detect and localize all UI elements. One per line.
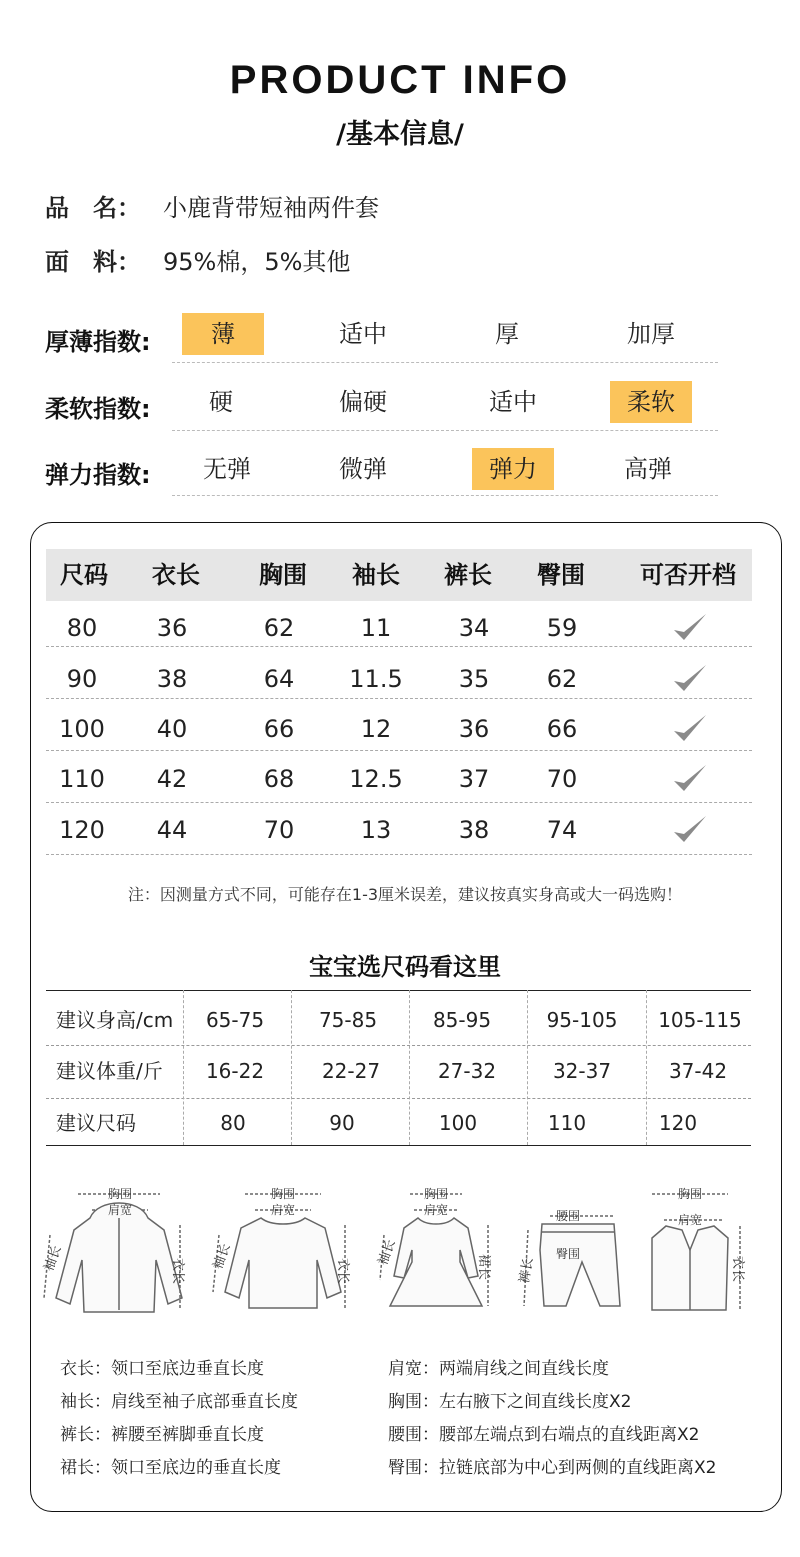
vest-diagram: [638, 1180, 758, 1320]
table-cell: 64: [263, 665, 295, 693]
elasticity-option-elastic: 弹力: [472, 448, 554, 490]
label-shoulder: 肩宽: [423, 1203, 449, 1217]
label-sleeve: 袖长: [41, 1243, 65, 1274]
table-cell: 66: [263, 715, 295, 743]
info-row-name: [45, 188, 379, 223]
table-cell: 38: [458, 816, 490, 844]
check-icon: [670, 761, 710, 797]
table-cell: 36: [156, 614, 188, 642]
table-cell: 12.5: [349, 765, 403, 793]
thickness-option-thin: 薄: [182, 313, 264, 355]
definition-length: 衣长：领口至底边垂直长度: [60, 1359, 264, 1379]
label-chest: 胸围: [677, 1187, 703, 1201]
row-divider: [46, 802, 752, 803]
table-cell: 32-37: [552, 1059, 612, 1083]
info-row-fabric: [45, 242, 350, 277]
size-label: 建议尺码: [56, 1111, 136, 1135]
table-cell: 37-42: [668, 1059, 728, 1083]
table-cell: 34: [458, 614, 490, 642]
table-cell: 68: [263, 765, 295, 793]
table-cell: 74: [546, 816, 578, 844]
table-cell: 13: [360, 816, 392, 844]
table-cell: 27-32: [437, 1059, 497, 1083]
check-icon: [670, 711, 710, 747]
info-value: 95%棉，5%其他: [163, 248, 351, 276]
definition-hip: 臀围：拉链底部为中心到两侧的直线距离X2: [388, 1458, 717, 1478]
info-key: 面 料：: [45, 248, 141, 276]
table-cell: 85-95: [432, 1008, 492, 1032]
thickness-index-label: 厚薄指数:: [45, 328, 151, 356]
table-cell: 22-27: [321, 1059, 381, 1083]
table-cell: 11.5: [349, 665, 403, 693]
label-waist: 腰围: [555, 1209, 581, 1223]
table-cell: 75-85: [318, 1008, 378, 1032]
elasticity-option-high: 高弹: [624, 455, 672, 483]
check-icon: [670, 812, 710, 848]
height-label: 建议身高/cm: [56, 1008, 174, 1032]
dress-diagram: [370, 1180, 500, 1320]
check-icon: [670, 661, 710, 697]
col-header-open-crotch: 可否开档: [640, 561, 736, 589]
page-title: PRODUCT INFO: [229, 58, 571, 102]
table-cell: 90: [329, 1111, 355, 1135]
col-header-pants: 裤长: [444, 561, 492, 589]
row-divider: [46, 750, 752, 751]
elasticity-option-none: 无弹: [203, 455, 251, 483]
check-icon: [670, 610, 710, 646]
table-cell: 11: [360, 614, 392, 642]
table-cell: 37: [458, 765, 490, 793]
table-cell: 35: [458, 665, 490, 693]
definition-sleeve: 袖长：肩线至袖子底部垂直长度: [60, 1392, 298, 1412]
label-shoulder: 肩宽: [270, 1203, 296, 1217]
definition-skirt: 裙长：领口至底边的垂直长度: [60, 1458, 281, 1478]
row-divider: [46, 698, 752, 699]
divider: [172, 430, 718, 431]
info-value: 小鹿背带短袖两件套: [163, 194, 379, 222]
label-chest: 胸围: [107, 1187, 133, 1201]
table-cell: 66: [546, 715, 578, 743]
table-cell: 62: [263, 614, 295, 642]
table-cell: 100: [438, 1111, 478, 1135]
thickness-option-thick: 厚: [495, 320, 519, 348]
label-shoulder: 肩宽: [677, 1213, 703, 1227]
table-cell: 38: [156, 665, 188, 693]
label-sleeve: 袖长: [210, 1241, 234, 1272]
thickness-option-medium: 适中: [339, 320, 387, 348]
divider: [172, 362, 718, 363]
softness-option-hard: 硬: [209, 388, 233, 416]
measurement-note: 注：因测量方式不同，可能存在1-3厘米误差，建议按真实身高或大一码选购！: [127, 885, 683, 904]
softness-option-slightly-hard: 偏硬: [339, 388, 387, 416]
col-header-size: 尺码: [60, 561, 108, 589]
label-skirt-length: 裙长: [476, 1254, 491, 1281]
table-cell: 120: [658, 1111, 698, 1135]
table-cell: 12: [360, 715, 392, 743]
table-cell: 70: [546, 765, 578, 793]
col-header-hip: 臀围: [537, 561, 585, 589]
row-divider: [46, 646, 752, 647]
table-cell: 80: [220, 1111, 246, 1135]
definition-pants: 裤长：裤腰至裤脚垂直长度: [60, 1425, 264, 1445]
col-header-chest: 胸围: [259, 561, 307, 589]
table-cell: 62: [546, 665, 578, 693]
table-cell: 110: [59, 765, 105, 793]
table-cell: 36: [458, 715, 490, 743]
table-cell: 65-75: [205, 1008, 265, 1032]
elasticity-option-slight: 微弹: [339, 455, 387, 483]
label-pants-length: 裤长: [517, 1256, 537, 1285]
elasticity-index-label: 弹力指数:: [45, 461, 151, 489]
recommend-title: 宝宝选尺码看这里: [309, 953, 501, 981]
table-cell: 100: [59, 715, 105, 743]
table-cell: 16-22: [205, 1059, 265, 1083]
table-cell: 59: [546, 614, 578, 642]
table-cell: 95-105: [546, 1008, 618, 1032]
definition-shoulder: 肩宽：两端肩线之间直线长度: [388, 1359, 609, 1379]
softness-option-medium: 适中: [489, 388, 537, 416]
divider: [172, 495, 718, 496]
softness-index-label: 柔软指数:: [45, 395, 151, 423]
info-key: 品 名：: [45, 194, 141, 222]
table-cell: 44: [156, 816, 188, 844]
label-chest: 胸围: [270, 1187, 296, 1201]
table-cell: 90: [66, 665, 98, 693]
thickness-option-extra-thick: 加厚: [627, 320, 675, 348]
definition-waist: 腰围：腰部左端点到右端点的直线距离X2: [388, 1425, 700, 1445]
table-cell: 110: [547, 1111, 587, 1135]
pants-diagram: [510, 1180, 630, 1320]
label-chest: 胸围: [423, 1187, 449, 1201]
softness-option-soft: 柔软: [610, 381, 692, 423]
jacket-diagram: [40, 1180, 190, 1320]
definition-chest: 胸围：左右腋下之间直线长度X2: [388, 1392, 632, 1412]
label-length: 衣长: [335, 1258, 350, 1285]
weight-label: 建议体重/斤: [56, 1059, 163, 1083]
label-sleeve: 袖长: [375, 1237, 399, 1268]
label-hip: 臀围: [555, 1247, 581, 1261]
col-header-sleeve: 袖长: [352, 561, 400, 589]
label-length: 衣长: [730, 1256, 745, 1283]
label-shoulder: 肩宽: [107, 1203, 133, 1217]
table-cell: 120: [59, 816, 105, 844]
table-cell: 42: [156, 765, 188, 793]
table-cell: 105-115: [658, 1008, 742, 1032]
table-cell: 70: [263, 816, 295, 844]
page-subtitle: /基本信息/: [336, 119, 464, 150]
table-cell: 40: [156, 715, 188, 743]
table-cell: 80: [66, 614, 98, 642]
row-divider: [46, 854, 752, 855]
col-header-length: 衣长: [152, 561, 200, 589]
sweater-diagram: [205, 1180, 355, 1320]
label-length: 衣长: [170, 1258, 185, 1285]
